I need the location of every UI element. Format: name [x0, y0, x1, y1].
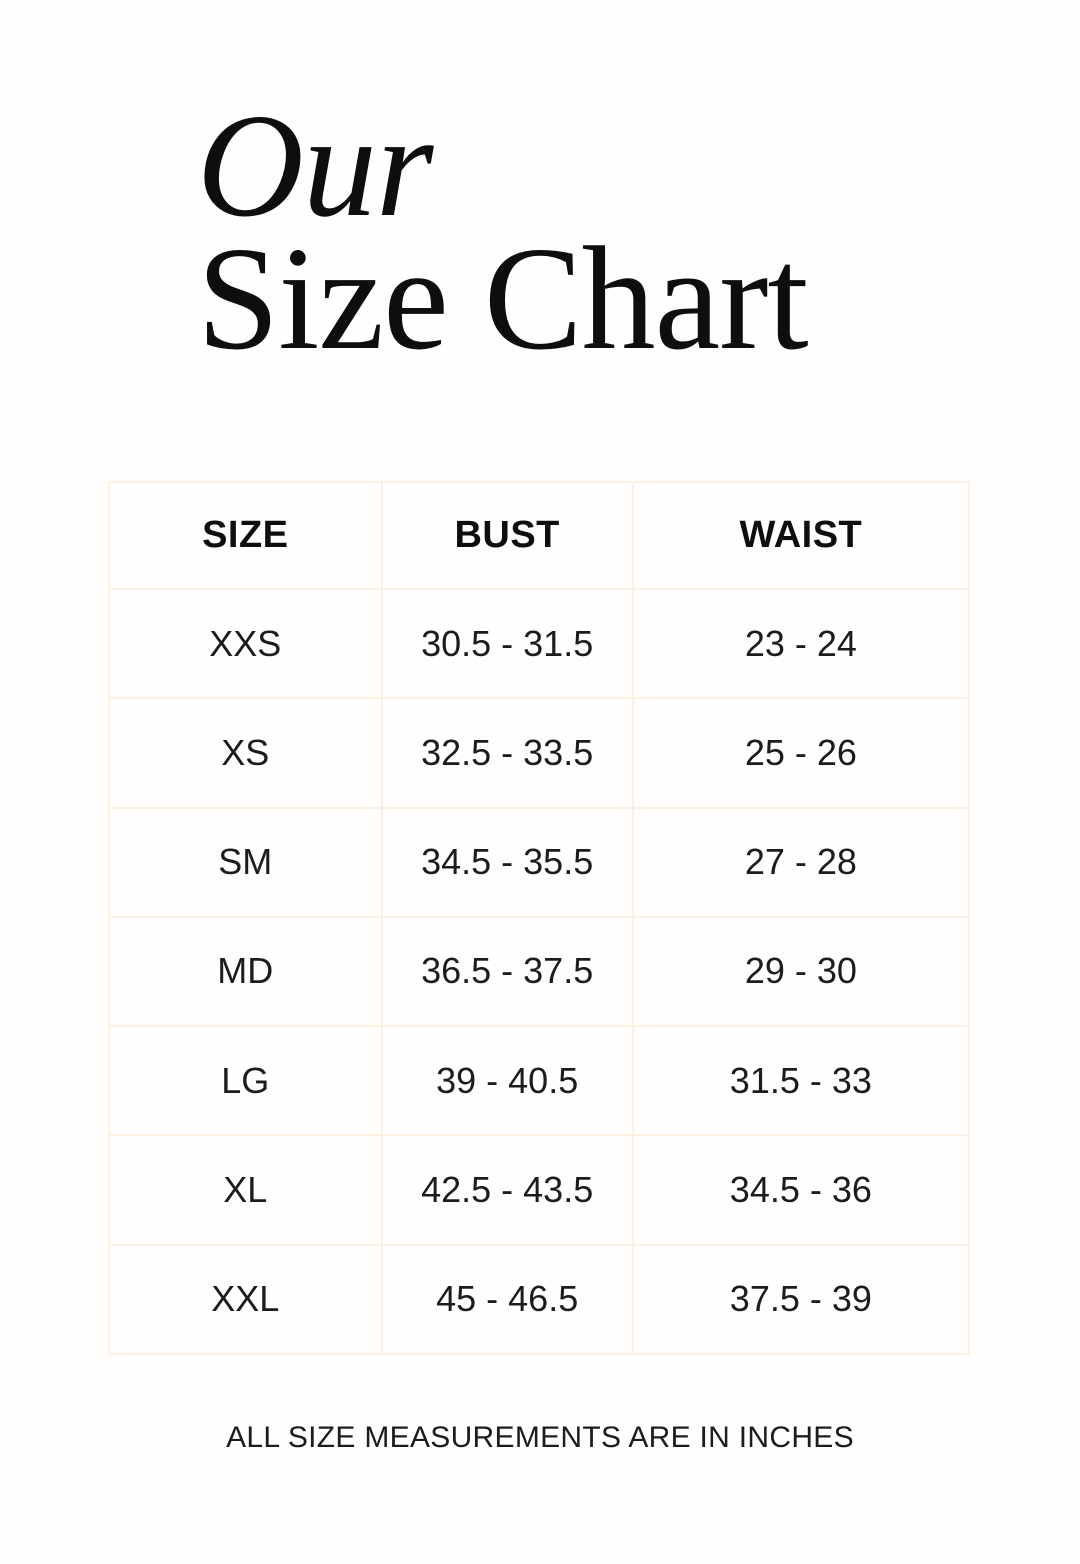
measurement-unit-note: ALL SIZE MEASUREMENTS ARE IN INCHES: [226, 1421, 854, 1454]
page-title-line1: Our: [197, 84, 433, 248]
page-title: [197, 84, 808, 382]
column-header-waist: WAIST: [633, 482, 969, 589]
cell-size: XXL: [109, 1245, 382, 1354]
cell-waist: 34.5 - 36: [633, 1135, 969, 1244]
table-row-xxl: [109, 1245, 969, 1354]
column-header-size: SIZE: [109, 482, 382, 589]
cell-size: XXS: [109, 589, 382, 698]
size-chart-table: [108, 481, 970, 1355]
table-row-xs: [109, 698, 969, 807]
cell-waist: 25 - 26: [633, 698, 969, 807]
table-row-sm: [109, 808, 969, 917]
cell-size: XL: [109, 1135, 382, 1244]
cell-waist: 37.5 - 39: [633, 1245, 969, 1354]
cell-bust: 36.5 - 37.5: [382, 917, 633, 1026]
table-row-md: [109, 917, 969, 1026]
cell-waist: 29 - 30: [633, 917, 969, 1026]
page-title-line2: Size Chart: [197, 217, 808, 382]
cell-bust: 42.5 - 43.5: [382, 1135, 633, 1244]
table-row-xxs: [109, 589, 969, 698]
table-row-lg: [109, 1026, 969, 1135]
column-header-bust: BUST: [382, 482, 633, 589]
cell-size: SM: [109, 808, 382, 917]
cell-size: XS: [109, 698, 382, 807]
cell-waist: 31.5 - 33: [633, 1026, 969, 1135]
cell-bust: 45 - 46.5: [382, 1245, 633, 1354]
cell-size: LG: [109, 1026, 382, 1135]
cell-bust: 39 - 40.5: [382, 1026, 633, 1135]
cell-waist: 23 - 24: [633, 589, 969, 698]
table-row-xl: [109, 1135, 969, 1244]
table-header-row: [109, 482, 969, 589]
cell-bust: 32.5 - 33.5: [382, 698, 633, 807]
cell-waist: 27 - 28: [633, 808, 969, 917]
cell-bust: 34.5 - 35.5: [382, 808, 633, 917]
cell-bust: 30.5 - 31.5: [382, 589, 633, 698]
cell-size: MD: [109, 917, 382, 1026]
